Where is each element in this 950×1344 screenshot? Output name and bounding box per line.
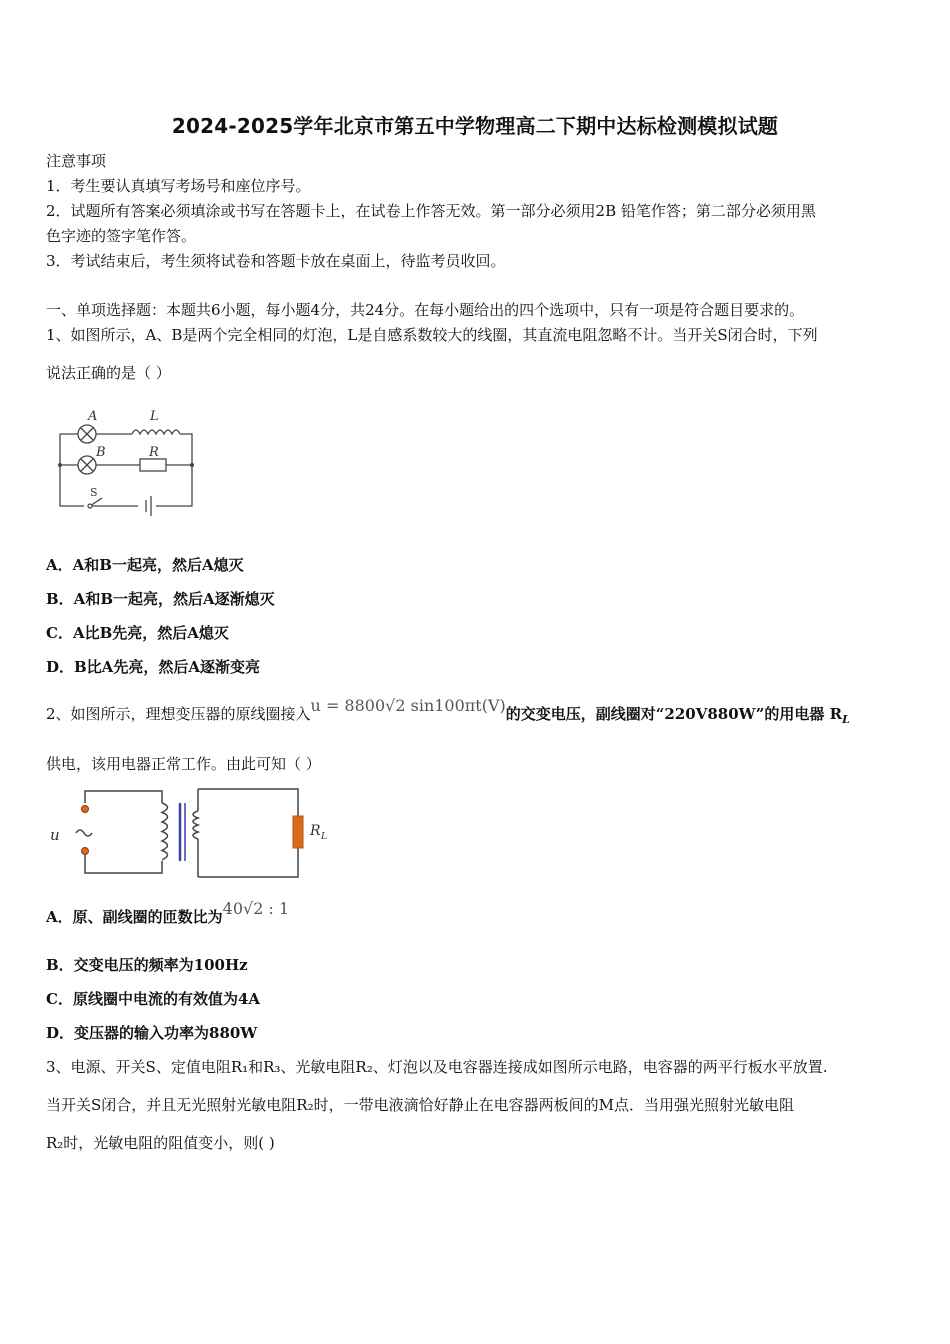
- q3-stem-line3: R₂时，光敏电阻的阻值变小，则( ): [46, 1134, 275, 1152]
- q2-stem-line2: 供电，该用电器正常工作。由此可知（ ）: [46, 755, 321, 773]
- notice-item: 3．考试结束后，考生须将试卷和答题卡放在桌面上，待监考员收回。: [46, 252, 506, 270]
- q2-formula: u = 8800√2 sin100πt(V): [310, 696, 506, 715]
- notice-item: 2．试题所有答案必须填涂或书写在答题卡上，在试卷上作答无效。第一部分必须用2B 铅笔作答；第二部分必须用黑: [46, 202, 816, 220]
- q2-option-a-formula: 40√2 : 1: [222, 899, 290, 918]
- label-lamp-b: B: [96, 445, 106, 460]
- q2-stem-suffix: 的交变电压，副线圈对“220V880W”的用电器 R: [505, 705, 843, 723]
- q2-option-b: B．交变电压的频率为100Hz: [46, 956, 248, 974]
- q1-circuit-figure: [50, 402, 210, 520]
- notice-heading: 注意事项: [46, 152, 107, 170]
- label-lamp-a: A: [88, 409, 98, 424]
- notice-item: 色字迹的签字笔作答。: [46, 227, 197, 245]
- label-u: u: [50, 826, 60, 844]
- q2-option-a-text: A．原、副线圈的匝数比为: [46, 908, 223, 926]
- label-rl-sub: L: [321, 832, 327, 842]
- q1-option-c: C．A比B先亮，然后A熄灭: [46, 624, 229, 642]
- q1-stem-line1: 1、如图所示，A、B是两个完全相同的灯泡，L是自感系数较大的线圈，其直流电阻忽略不计。当开关S闭合时，下列: [46, 326, 818, 344]
- label-resistor-r: R: [149, 445, 159, 460]
- q2-option-a: [46, 899, 906, 928]
- q2-stem-line1: [46, 696, 906, 731]
- q3-stem-line2: 当开关S闭合，并且无光照射光敏电阻R₂时，一带电液滴恰好静止在电容器两板间的M点．当用强光照射光敏电阻: [46, 1096, 794, 1114]
- q2-transformer-figure: [44, 785, 344, 883]
- q2-stem-prefix: 2、如图所示，理想变压器的原线圈接入: [46, 705, 311, 723]
- notice-item: 1．考生要认真填写考场号和座位序号。: [46, 177, 311, 195]
- q1-option-a: A．A和B一起亮，然后A熄灭: [46, 556, 244, 574]
- label-rl: R: [310, 823, 321, 839]
- q1-option-b: B．A和B一起亮，然后A逐渐熄灭: [46, 590, 275, 608]
- q1-option-d: D．B比A先亮，然后A逐渐变亮: [46, 658, 260, 676]
- page-title: 2024-2025学年北京市第五中学物理高二下期中达标检测模拟试题: [171, 114, 779, 138]
- label-inductor-l: L: [150, 409, 159, 424]
- label-switch-s: S: [90, 486, 98, 499]
- section-heading: 一、单项选择题：本题共6小题，每小题4分，共24分。在每小题给出的四个选项中，只有一项是符合题目要求的。: [46, 301, 805, 319]
- q2-option-c: C．原线圈中电流的有效值为4A: [46, 990, 261, 1008]
- q2-stem-sub: L: [842, 713, 850, 726]
- q3-stem-line1: 3、电源、开关S、定值电阻R₁和R₃、光敏电阻R₂、灯泡以及电容器连接成如图所示电路，电容器的两平行板水平放置.: [46, 1058, 828, 1076]
- q2-option-d: D．变压器的输入功率为880W: [46, 1024, 258, 1042]
- q1-stem-line2: 说法正确的是（ ）: [46, 364, 171, 382]
